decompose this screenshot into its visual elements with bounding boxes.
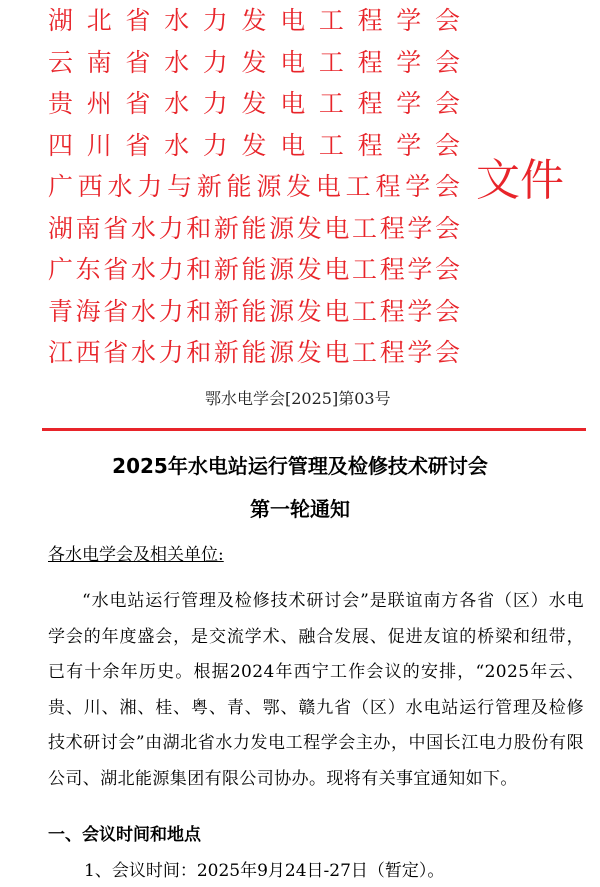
organization-name: 广西水力与新能源发电工程学会 (48, 172, 460, 201)
organization-name: 湖北省水力发电工程学会 (48, 6, 460, 35)
notice-subtitle: 第一轮通知 (250, 497, 350, 521)
organization-name: 湖南省水力和新能源发电工程学会 (48, 213, 460, 243)
document-type-label: 文件 (476, 155, 564, 206)
organization-name: 青海省水力和新能源发电工程学会 (48, 296, 460, 326)
list-item: 1、会议时间：2025年9月24日-27日（暂定）。 (84, 861, 445, 881)
header-divider (42, 428, 586, 431)
section-heading: 一、会议时间和地点 (48, 825, 201, 845)
document-number: 鄂水电学会[2025]第03号 (205, 389, 391, 408)
body-paragraph: “水电站运行管理及检修技术研讨会”是联谊南方各省（区）水电学会的年度盛会，是交流学术、融合发展、促进友谊的桥梁和纽带，已有十余年历史。根据2024年西宁工作会议的安排，“2025年云、贵、川、湘、桂、粤、青、鄂、赣九省（区）水电站运行管理及检修技术研讨会”由湖北省水力发电工程学会主办，中国长江电力股份有限公司、湖北能源集团有限公司协办。现将有关事宜通知如下。 (48, 591, 584, 789)
organization-name: 贵州省水力发电工程学会 (48, 89, 460, 118)
organization-name: 云南省水力发电工程学会 (48, 47, 460, 77)
notice-title: 2025年水电站运行管理及检修技术研讨会 (112, 454, 488, 478)
organization-name: 江西省水力和新能源发电工程学会 (48, 338, 460, 367)
organization-name: 广东省水力和新能源发电工程学会 (48, 255, 460, 284)
salutation: 各水电学会及相关单位: (48, 545, 224, 565)
organization-name: 四川省水力发电工程学会 (48, 130, 460, 160)
issuing-organizations (48, 0, 460, 374)
